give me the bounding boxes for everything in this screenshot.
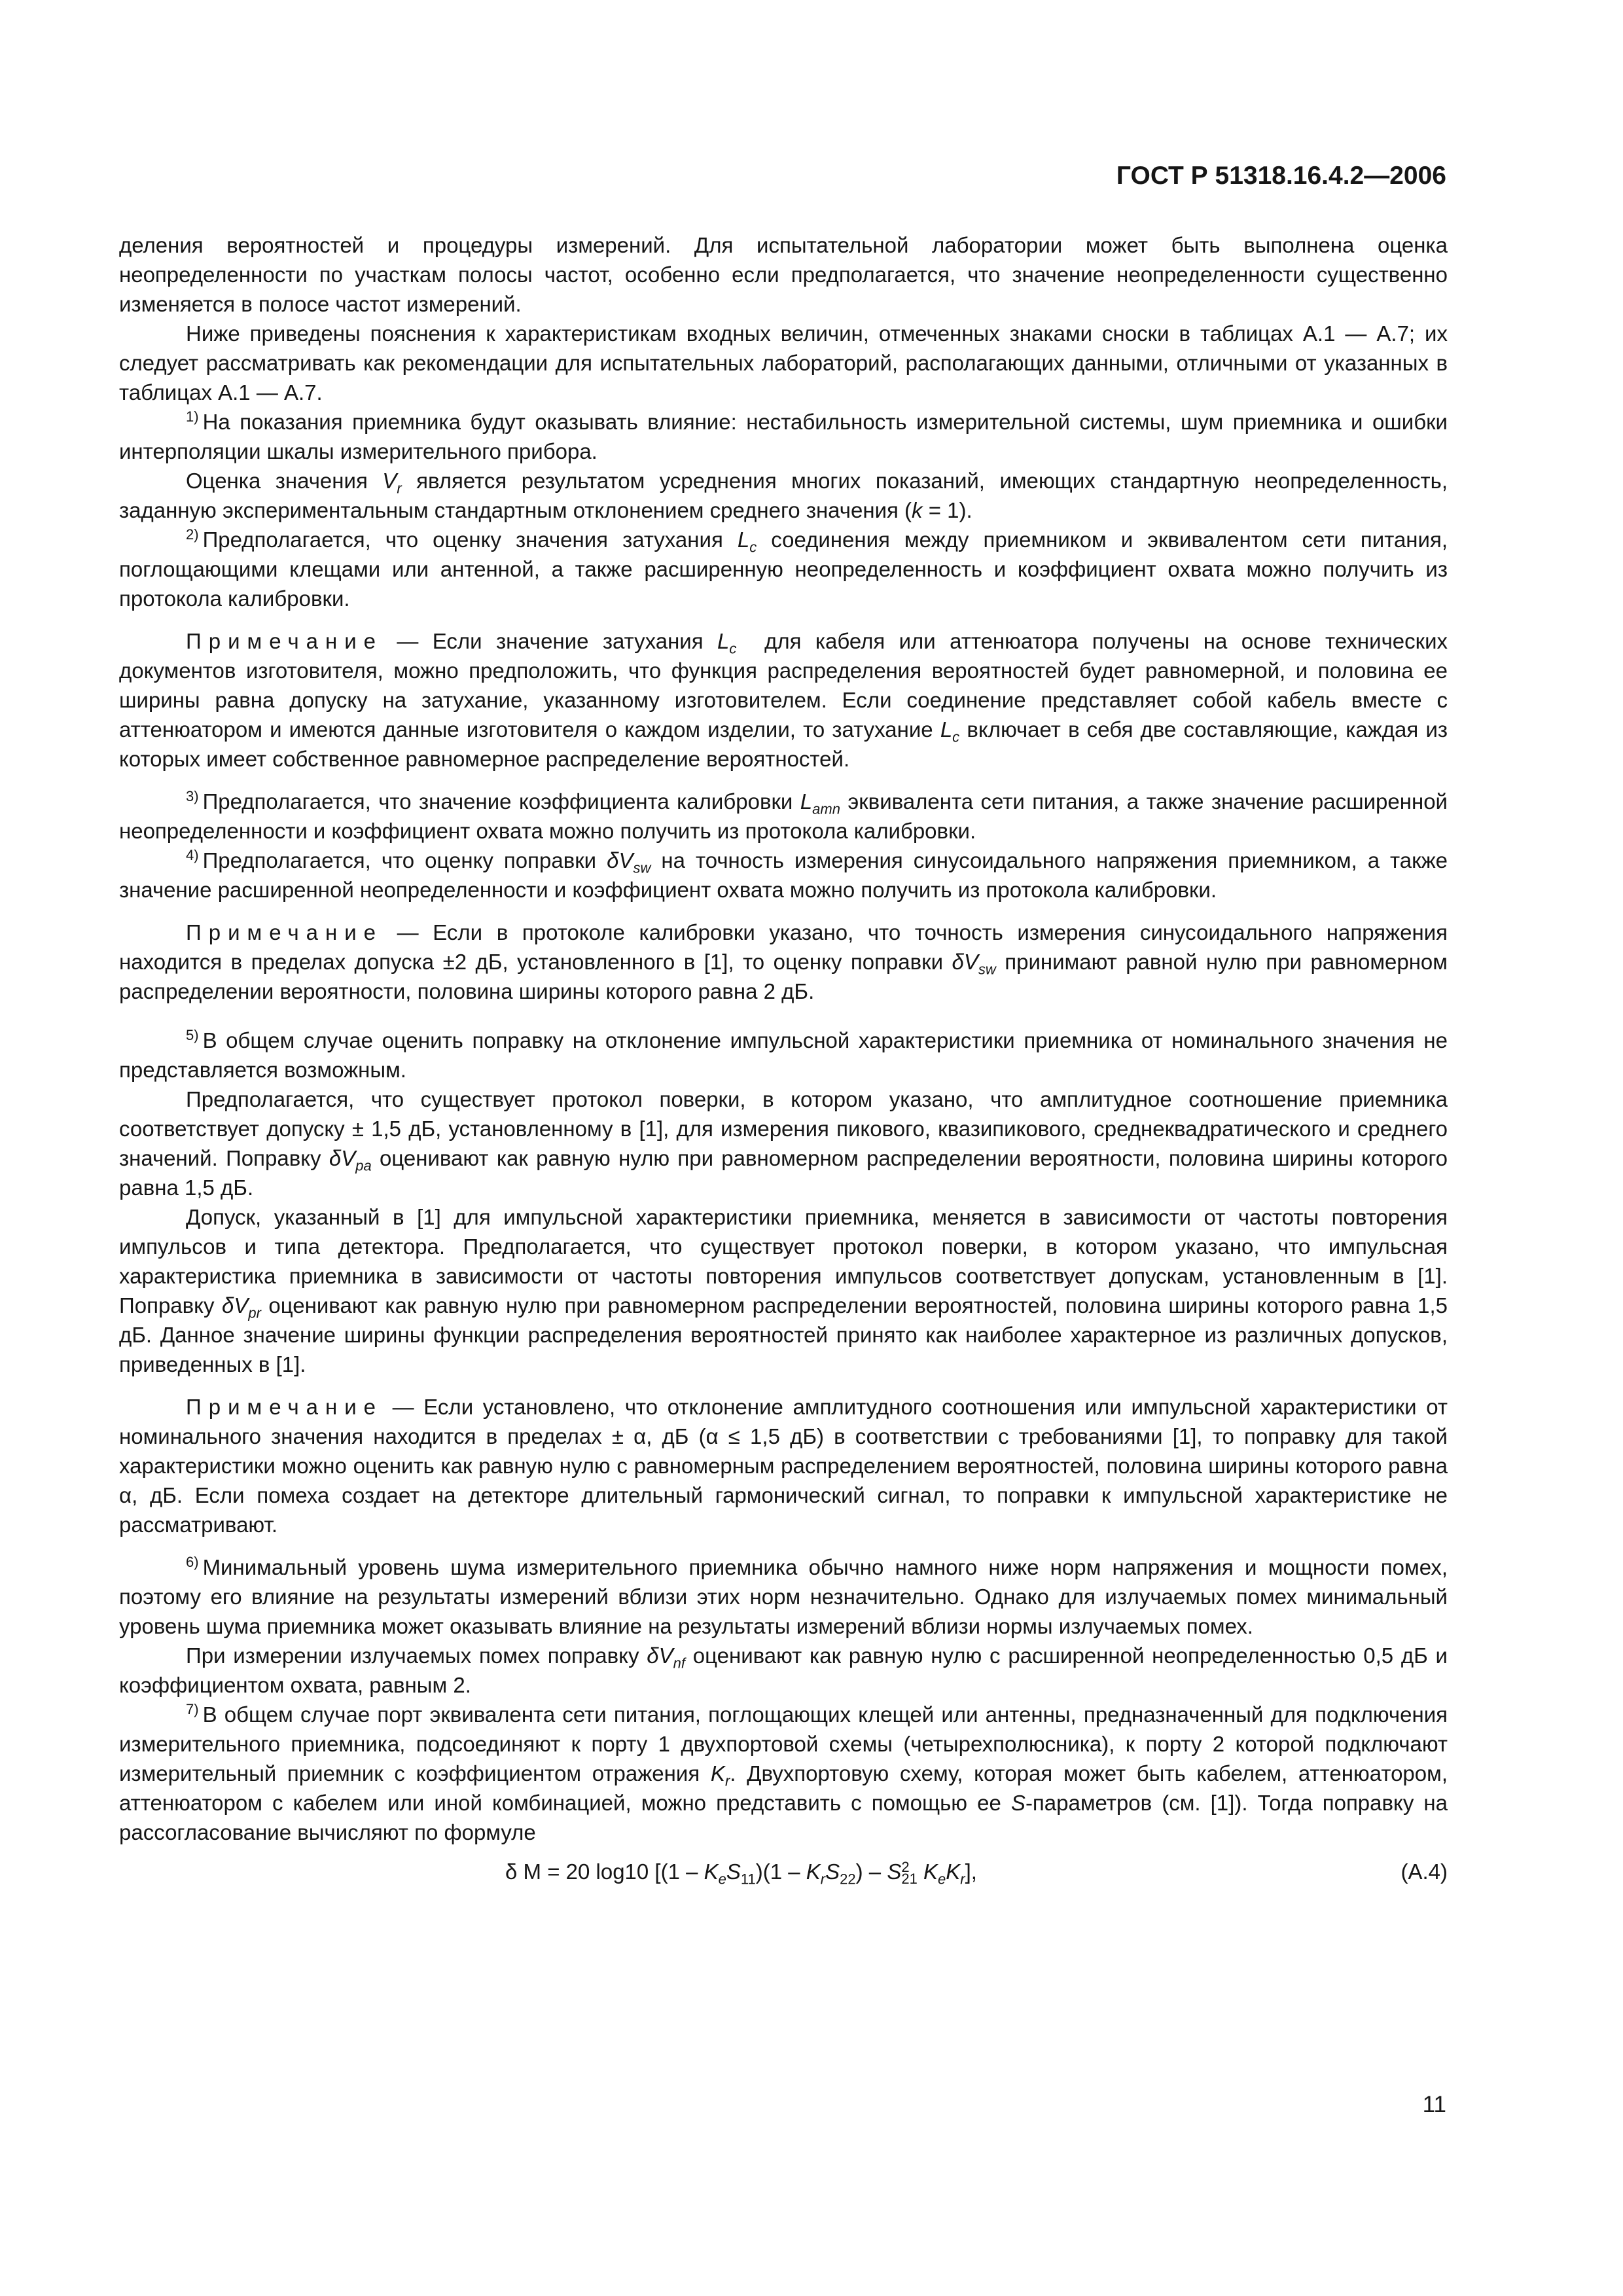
symbol-dV: δV [221,1293,249,1318]
formula-symbol: K [946,1859,961,1884]
formula-part: ], [965,1859,977,1884]
text-run: оценивают как равную нулю при равномерном распределении вероятности, половина ширины которого равна 1,5 дБ. [119,1146,1448,1200]
footnote-mark: 1) [186,408,199,425]
paragraph [119,466,1448,525]
formula-symbol: K [704,1859,719,1884]
note-label: Примечание [186,920,383,944]
text-run: В общем случае порт эквивалента сети питания, поглощающих клещей или антенны, предназначенный для подключения измерительного приемника, подсоединяют к порту 1 двухпортовой схемы (четырехполюсника), к порту 2 которой подключают измерительный приемник с коэффициентом отражения [119,1702,1448,1785]
text-run: — Если в протоколе калибровки указано, что точность измерения синусоидального напряжения находится в пределах допуска ±2 дБ, установленного в [1], то оценку поправки [119,920,1448,974]
symbol-sub: c [729,640,737,657]
text-run: Предполагается, что оценку значения затухания [202,528,723,552]
note-label: Примечание [186,1395,383,1419]
footnote-1 [119,407,1448,466]
formula-part: )(1 – [755,1859,806,1884]
footnote-mark: 2) [186,526,199,543]
note-1 [119,626,1448,774]
symbol-dV: δV [952,950,978,974]
footnote-mark: 7) [186,1701,199,1717]
formula-sub: 21 [901,1871,918,1888]
text-run: Предполагается, что оценку поправки [202,848,597,872]
paragraph: Ниже приведены пояснения к характеристикам входных величин, отмеченных знаками сноски в таблицах А.1 — А.7; их следует рассматривать как рекомендации для испытательных лабораторий, располагающих данными, отличными от указанных в таблицах А.1 — А.7. [119,321,1448,404]
footnote-mark: 4) [186,847,199,863]
footnote-2 [119,525,1448,613]
footnote-3 [119,787,1448,846]
symbol-sub: sw [978,961,996,978]
formula-part: δ M = 20 log10 [(1 – [505,1859,704,1884]
page-number: 11 [1422,2092,1446,2117]
symbol-sub: c [952,728,960,745]
document-body [119,230,1448,1888]
formula-symbol: K [806,1859,821,1884]
text-run: Предполагается, что значение коэффициента калибровки [202,789,793,814]
paragraph: деления вероятностей и процедуры измерений. Для испытательной лаборатории может быть выполнена оценка неопределенности по участкам полосы частот, особенно если предполагается, что значение неопределенности существенно изменяется в полосе частот измерений. [119,233,1448,316]
text-run: является результатом усреднения многих показаний, имеющих стандартную неопределенность, заданную экспериментальным стандартным отклонением среднего значения ( [119,469,1448,522]
symbol-L: L [940,717,953,742]
footnote-mark: 6) [186,1554,199,1570]
symbol-L: L [717,629,730,653]
symbol-sub: nf [673,1655,685,1672]
formula-symbol: K [923,1859,938,1884]
footnote-text: На показания приемника будут оказывать влияние: нестабильность измерительной системы, шум приемника и ошибки интерполяции шкалы измерительного прибора. [119,410,1448,463]
text-run: для кабеля или аттенюатора получены на основе технических документов изготовителя, можно предположить, что функция распределения вероятностей будет равномерной, и половина ее ширины равна допуску на затухание, указанному изготовителем. Если соединение представляет собой кабель вместе с аттенюатором и имеются данные изготовителя о каждом изделии, то затухание [119,629,1448,742]
text-run: — Если значение затухания [397,629,704,653]
standard-header: ГОСТ Р 51318.16.4.2—2006 [1116,162,1446,190]
text-run: на точность измерения синусоидального напряжения приемником, а также значение расширенной неопределенности и коэффициент охвата можно получить из протокола калибровки. [119,848,1448,902]
footnote-4 [119,846,1448,905]
note-label: Примечание [186,629,383,653]
paragraph [119,1202,1448,1379]
symbol-L: L [800,789,813,814]
footnote-text: Минимальный уровень шума измерительного приемника обычно намного ниже норм напряжения и мощности помех, поэтому его влияние на результаты измерений вблизи этих норм незначительно. Однако для излучаемых помех минимальный уровень шума приемника может оказывать влияние на результаты измерений вблизи нормы излучаемых помех. [119,1555,1448,1638]
symbol-dV: δV [647,1643,673,1668]
formula-sub: e [938,1871,946,1888]
footnote-7 [119,1700,1448,1847]
text-run: . Двухпортовую схему, которая может быть кабелем, аттенюатором, аттенюатором с кабелем или иной комбинацией, можно представить с помощью ее [119,1761,1448,1815]
symbol-sub: c [749,539,757,556]
text-run: эквивалента сети питания, а также значение расширенной неопределенности и коэффициент охвата можно получить из протокола калибровки. [119,789,1448,843]
formula-sub: e [718,1871,726,1888]
symbol-L: L [737,528,750,552]
symbol-dV: δV [329,1146,356,1170]
text-run: Предполагается, что существует протокол поверки, в котором указано, что амплитудное соотношение приемника соответствует допуску ± 1,5 дБ, установленному в [1], для измерения пикового, квазипикового, среднеквадратического и среднего значений. Поправку [119,1087,1448,1170]
text-run: соединения между приемником и эквивалентом сети питания, поглощающими клещами или антенной, а также расширенную неопределенность и коэффициент охвата можно получить из протокола калибровки. [119,528,1448,611]
symbol-sub: sw [633,859,651,876]
paragraph [119,1085,1448,1202]
formula-sub: r [820,1871,826,1888]
formula-part: ) – [855,1859,887,1884]
symbol-sub: amn [812,800,840,817]
footnote-6 [119,1552,1448,1641]
footnote-mark: 5) [186,1027,199,1043]
footnote-5 [119,1026,1448,1085]
text-run: -параметров (см. [1]). Тогда поправку на рассогласование вычисляют по формуле [119,1791,1448,1844]
text-run: При измерении излучаемых помех поправку [186,1643,639,1668]
formula-number: (А.4) [1400,1859,1448,1884]
symbol-sub: r [724,1772,730,1789]
symbol-S: S [1010,1791,1026,1815]
formula-symbol: S [726,1859,741,1884]
note-3 [119,1392,1448,1539]
symbol-V: V [382,469,397,493]
text-run: оценивают как равную нулю при равномерном распределении вероятностей, половина ширины которого равна 1,5 дБ. Данное значение ширины функции распределения вероятностей принято как наиболее характерное из различных допусков, приведенных в [1]. [119,1293,1448,1376]
formula-symbol: S [825,1859,840,1884]
text-run: Допуск, указанный в [1] для импульсной характеристики приемника, меняется в зависимости от частоты повторения импульсов и типа детектора. Предполагается, что существует протокол поверки, в котором указано, что импульсная характеристика приемника в зависимости от частоты повторения импульсов соответствует допускам, установленным в [1]. Поправку [119,1205,1448,1318]
formula-sub: r [960,1871,965,1888]
text-run: принимают равной нулю при равномерном распределении вероятности, половина ширины которого равна 2 дБ. [119,950,1448,1003]
formula-sup: 2 [901,1859,910,1876]
formula-expression [505,1856,977,1888]
formula-sub: 22 [840,1871,856,1888]
footnote-text: В общем случае оценить поправку на отклонение импульсной характеристики приемника от номинального значения не представляется возможным. [119,1028,1448,1082]
symbol-k: k [912,498,923,522]
symbol-sub: pa [355,1157,372,1174]
text-run: оценивают как равную нулю с расширенной неопределенностью 0,5 дБ и коэффициентом охвата, равным 2. [119,1643,1448,1697]
text-run: — Если установлено, что отклонение амплитудного соотношения или импульсной характеристики от номинального значения находится в пределах ± α, дБ (α ≤ 1,5 дБ) в соответствии с требованиями [1], то поправку для такой характеристики можно оценить как равную нулю с равномерным распределением вероятностей, половина ширины которого равна α, дБ. Если помеха создает на детекторе длительный гармонический сигнал, то поправки к импульсной характеристике не рассматривают. [119,1395,1448,1537]
symbol-sub: pr [248,1304,261,1321]
text-run: Оценка значения [186,469,368,493]
symbol-dV: δV [607,848,633,872]
formula-a4 [119,1856,1448,1888]
symbol-sub: r [397,480,402,497]
note-2 [119,918,1448,1006]
text-run: = 1). [928,498,972,522]
symbol-K: K [710,1761,725,1785]
formula-sub: 11 [740,1871,756,1888]
text-run: включает в себя две составляющие, каждая из которых имеет собственное равномерное распределение вероятностей. [119,717,1448,771]
paragraph [119,1641,1448,1700]
formula-symbol: S [887,1859,902,1884]
footnote-mark: 3) [186,788,199,804]
